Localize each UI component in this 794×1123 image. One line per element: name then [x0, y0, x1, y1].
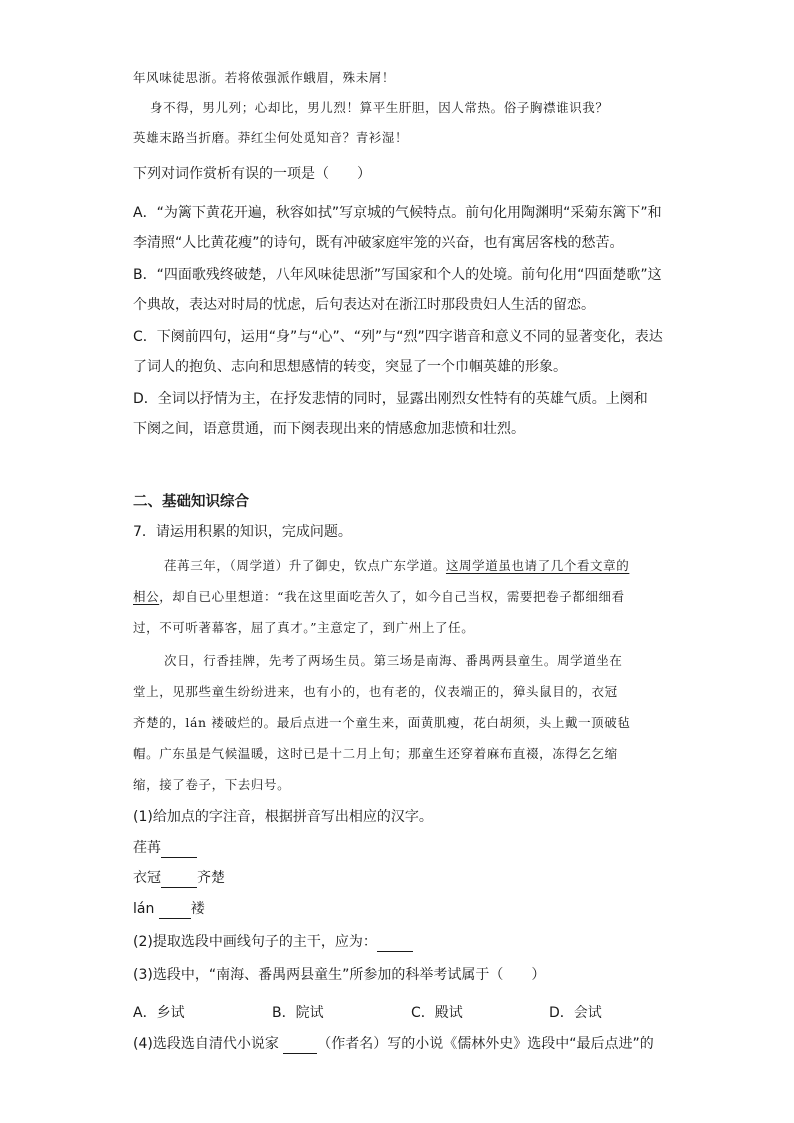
- q6-option-c-line1: C．下阕前四句，运用“身”与“心”、“列”与“烈”四字谐音和意义不同的显著变化，表达: [133, 329, 663, 345]
- q7-passage-p1-line2: [133, 587, 625, 607]
- answer-blank[interactable]: [161, 841, 197, 858]
- sub4-prompt-cont: （作者名）写的小说《儒林外史》选段中“最后点进”的: [317, 1036, 654, 1052]
- q7-sub4: [133, 1034, 654, 1054]
- q6-stem: 下列对词作赏析有误的一项是（ ）: [133, 166, 371, 182]
- answer-blank[interactable]: [161, 871, 197, 888]
- q7-sub3-option-a[interactable]: A．乡试: [133, 1005, 185, 1021]
- passage-text: 荏苒三年，（周学道）升了御史，钦点广东学道。: [164, 558, 446, 573]
- q7-sub2: [133, 932, 413, 952]
- sub2-prompt: (2)提取选段中画线句子的主干，应为：: [133, 934, 377, 950]
- q7-passage-p2-line3: 齐楚的，lán 褛破烂的。最后点进一个童生来，面黄肌瘦，花白胡须，头上戴一顶破毡: [133, 715, 631, 730]
- q6-option-b-line1: B．“四面歌残终破楚，八年风味徒思浙”写国家和个人的处境。前句化用“四面楚歌”这: [133, 267, 662, 283]
- item-word: 衣冠: [133, 870, 161, 886]
- q6-option-a-line2: 李清照“人比黄花瘦”的诗句，既有冲破家庭牢笼的兴奋，也有寓居客栈的愁苦。: [133, 235, 624, 251]
- q6-option-d-line2: 下阕之间，语意贯通，而下阕表现出来的情感愈加悲愤和壮烈。: [133, 421, 525, 437]
- q6-option-b-line2: 个典故，表达对时局的忧虑，后句表达对在浙江时那段贵妇人生活的留恋。: [133, 297, 595, 313]
- item-word: 褛: [190, 901, 205, 917]
- poem-line-2: 身不得，男儿列；心却比，男儿烈！算平生肝胆，因人常热。俗子胸襟谁识我？: [150, 100, 609, 115]
- q6-option-c-line2: 了词人的抱负、志向和思想感情的转变，突显了一个巾帼英雄的形象。: [133, 359, 567, 375]
- q7-passage-p1-line1: [164, 556, 629, 576]
- answer-blank[interactable]: [283, 1037, 317, 1054]
- q7-sub1-item-c: [133, 899, 205, 919]
- underlined-sentence: 这周学道虽也请了几个看文章的: [445, 558, 630, 573]
- q7-passage-p2-line4: 帽。广东虽是气候温暖，这时已是十二月上旬；那童生还穿着麻布直裰，冻得乞乞缩: [133, 746, 618, 761]
- q6-option-a-line1: A．“为篱下黄花开遍，秋容如拭”写京城的气候特点。前句化用陶渊明“采菊东篱下”和: [133, 205, 662, 221]
- poem-line-1: 年风味徒思浙。若将侬强派作蛾眉，殊未屑！: [133, 70, 396, 85]
- q7-stem: 7．请运用积累的知识，完成问题。: [133, 524, 352, 540]
- answer-blank[interactable]: [377, 935, 413, 952]
- item-word: 荏苒: [133, 840, 161, 856]
- sub4-prompt: (4)选段选自清代小说家: [133, 1036, 284, 1052]
- item-word: 齐楚: [197, 870, 225, 886]
- q7-sub1-item-a: [133, 838, 197, 858]
- passage-text: ，却自已心里想道：“我在这里面吃苦久了，如今自己当权，需要把卷子都细细看: [159, 589, 625, 604]
- q7-passage-p2-line2: 堂上，见那些童生纷纷进来，也有小的，也有老的，仪表端正的，獐头鼠目的，衣冠: [133, 684, 618, 699]
- pinyin: lán: [133, 901, 159, 917]
- q7-passage-p2-line1: 次日，行香挂牌，先考了两场生员。第三场是南海、番禺两县童生。周学道坐在: [164, 653, 623, 668]
- q7-sub3-option-d[interactable]: D．会试: [549, 1005, 602, 1021]
- underlined-sentence: 相公: [133, 589, 160, 604]
- q6-option-d-line1: D．全词以抒情为主，在抒发悲情的同时，显露出刚烈女性特有的英雄气质。上阕和: [133, 391, 648, 407]
- poem-line-3: 英雄末路当折磨。莽红尘何处觅知音？青衫湿！: [133, 130, 409, 145]
- section-heading: 二、基础知识综合: [133, 494, 249, 510]
- q7-sub1-prompt: (1)给加点的字注音，根据拼音写出相应的汉字。: [133, 809, 433, 825]
- q7-sub3-prompt: (3)选段中，“南海、番禺两县童生”所参加的科举考试属于（ ）: [133, 967, 546, 983]
- q7-sub1-item-b: [133, 868, 225, 888]
- q7-passage-p1-line3: 过，不可听著幕客，屈了真才。”主意定了，到广州上了任。: [133, 620, 475, 635]
- q7-sub3-option-b[interactable]: B．院试: [272, 1005, 324, 1021]
- q7-passage-p2-line5: 缩，接了卷子，下去归号。: [133, 777, 291, 792]
- answer-blank[interactable]: [159, 902, 191, 919]
- q7-sub3-option-c[interactable]: C．殿试: [411, 1005, 463, 1021]
